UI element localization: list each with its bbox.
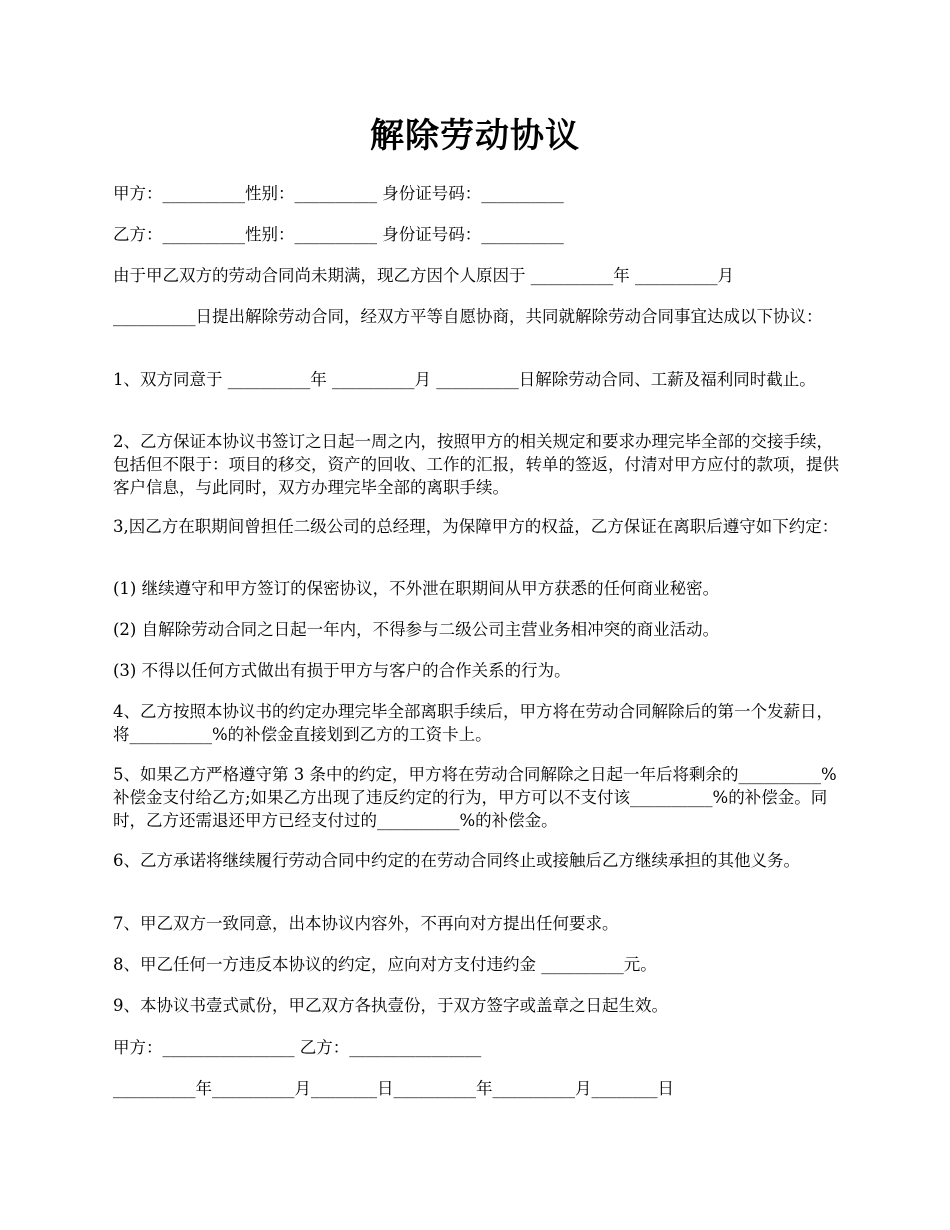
intro-line-1: 由于甲乙双方的劳动合同尚未期满，现乙方因个人原因于 __________年 __________月 [113,266,734,285]
clause-5: 5、如果乙方严格遵守第 3 条中的约定，甲方将在劳动合同解除之日起一年后将剩余的__________%补偿金支付给乙方;如果乙方出现了违反约定的行为，甲方可以不支付该__________%的补偿金。同时，乙方还需退还甲方已经支付过的__________%的补偿金。 [113,765,837,830]
clause-8: 8、甲乙任何一方违反本协议的约定，应向对方支付违约金 __________元。 [113,955,657,974]
clause-3-item-1: (1) 继续遵守和甲方签订的保密协议，不外泄在职期间从甲方获悉的任何商业秘密。 [113,579,720,598]
clause-2: 2、乙方保证本协议书签订之日起一周之内，按照甲方的相关规定和要求办理完毕全部的交接手续，包括但不限于：项目的移交，资产的回收、工作的汇报，转单的签返，付清对甲方应付的款项，提供客户信息，与此同时，双方办理完毕全部的离职手续。 [113,432,839,497]
document-title: 解除劳动协议 [370,116,580,156]
clause-1: 1、双方同意于 __________年 __________月 __________日解除劳动合同、工薪及福利同时截止。 [113,370,816,389]
signature-line: 甲方：________________ 乙方：________________ [113,1038,482,1057]
clause-6: 6、乙方承诺将继续履行劳动合同中约定的在劳动合同终止或接触后乙方继续承担的其他义务。 [113,851,800,870]
clause-3-item-2: (2) 自解除劳动合同之日起一年内，不得参与二级公司主营业务相冲突的商业活动。 [113,620,720,639]
clause-9: 9、本协议书壹式贰份，甲乙双方各执壹份，于双方签字或盖章之日起生效。 [113,996,668,1015]
intro-line-2: __________日提出解除劳动合同，经双方平等自愿协商，共同就解除劳动合同事宜达成以下协议： [113,307,823,326]
clause-3-item-3: (3) 不得以任何方式做出有损于甲方与客户的合作关系的行为。 [113,661,571,680]
date-line: __________年__________月________日__________年__________月________日 [113,1079,674,1098]
party-b-info: 乙方：__________性别：__________ 身份证号码：__________ [113,225,564,244]
party-a-info: 甲方：__________性别：__________ 身份证号码：__________ [113,184,564,203]
clause-3: 3,因乙方在职期间曾担任二级公司的总经理，为保障甲方的权益，乙方保证在离职后遵守如下约定： [113,517,839,536]
clause-4: 4、乙方按照本协议书的约定办理完毕全部离职手续后，甲方将在劳动合同解除后的第一个发薪日，将__________%的补偿金直接划到乙方的工资卡上。 [113,702,833,744]
clause-7: 7、甲乙双方一致同意，出本协议内容外，不再向对方提出任何要求。 [113,914,619,933]
